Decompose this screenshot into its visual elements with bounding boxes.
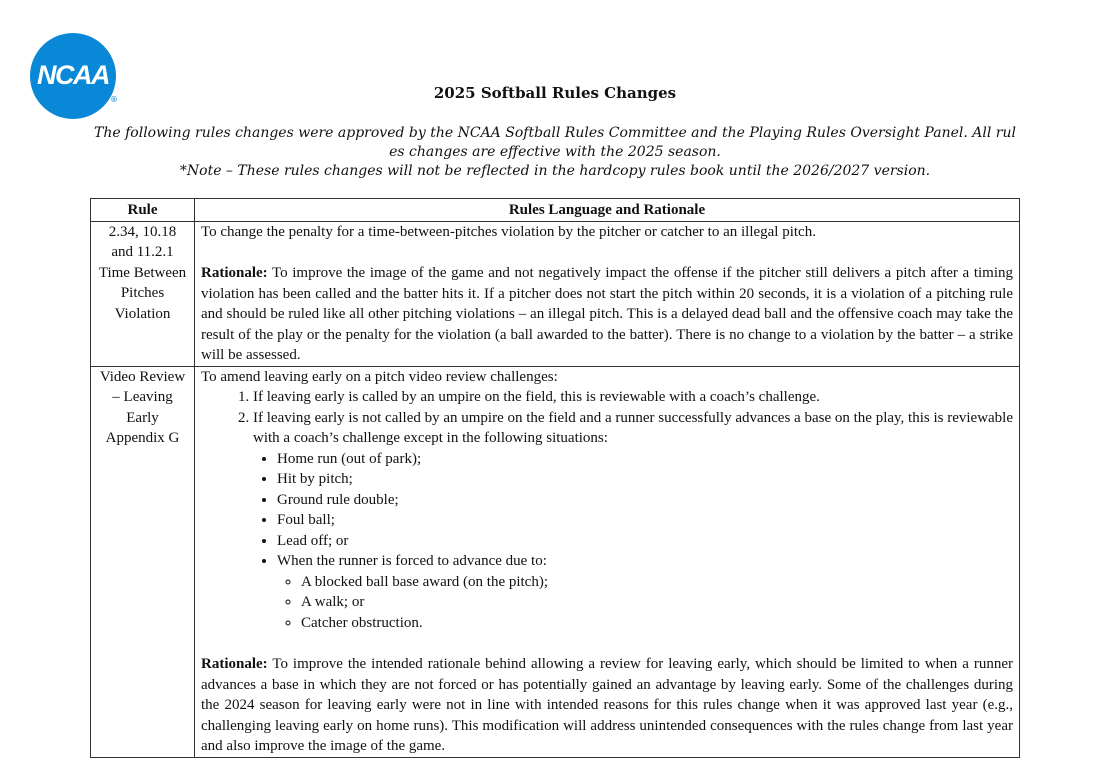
numbered-list	[201, 387, 1013, 633]
header-language: Rules Language and Rationale	[195, 199, 1020, 222]
rule-line: Violation	[114, 305, 171, 322]
rule-line: Video Review	[99, 368, 186, 385]
ncaa-logo-text: NCAA	[37, 60, 109, 90]
spacer	[201, 242, 1013, 263]
rule-cell-video-review	[91, 366, 195, 757]
sub-bullet-item: ◦ A blocked ball base award (on the pitch);	[301, 572, 1013, 593]
list-item-text: If leaving early is not called by an umpire on the field and a runner successfully advances a base on the play, this is reviewable with a coach’s challenge except in the following situations:	[253, 409, 1014, 446]
bullet-item: • Hit by pitch;	[277, 469, 1013, 490]
rule-line: Early	[126, 409, 159, 426]
list-item: 1. If leaving early is called by an umpire on the field, this is reviewable with a coach’s challenge.	[253, 387, 1013, 408]
bullet-item	[277, 551, 1013, 633]
bullet-item: • Home run (out of park);	[277, 449, 1013, 470]
document-title: 2025 Softball Rules Changes	[433, 84, 677, 102]
language-cell-time-between-pitches	[195, 221, 1020, 366]
rule-line: 2.34, 10.18	[108, 223, 177, 240]
intro-line-approval: The following rules changes were approved by the NCAA Softball Rules Committee and the Playing Rules Oversight Panel. All rul es changes are effective with the 2025 season.	[94, 125, 1016, 160]
rule-line: Appendix G	[105, 430, 180, 446]
header-rule: Rule	[91, 199, 195, 222]
spacer	[201, 633, 1013, 654]
sub-bullet-item: ◦ A walk; or	[301, 592, 1013, 613]
bullet-list	[253, 449, 1013, 634]
rule-line: – Leaving	[112, 389, 173, 405]
bullet-item: • Foul ball;	[277, 510, 1013, 531]
list-item	[253, 408, 1013, 634]
amend-intro-text: To amend leaving early on a pitch video review challenges:	[201, 368, 558, 385]
bullet-item: • Ground rule double;	[277, 490, 1013, 511]
ncaa-logo	[30, 33, 116, 119]
rule-cell-time-between-pitches	[91, 221, 195, 366]
rationale-text: To improve the image of the game and not negatively impact the offense if the pitcher still delivers a pitch after a timing violation has been called and the batter hits it. If a pitcher does not start the pitch within 20 seconds, it is a violation of a pitching rule and should be ruled like all other pitching violations – an illegal pitch. This is a delayed dead ball and the offensive coach may take the result of the play or the penalty for the violation (a ball awarded to the batter). There is no change to a violation by the batter – a strike will be assessed.	[201, 265, 1013, 363]
rationale-paragraph	[201, 263, 1013, 366]
table-row	[91, 221, 1020, 366]
rationale-paragraph	[201, 654, 1013, 757]
rule-line: Time Between	[98, 264, 187, 281]
table-header-row	[91, 199, 1020, 222]
language-cell-video-review	[195, 366, 1020, 757]
table-row	[91, 366, 1020, 757]
rationale-label: Rationale:	[201, 656, 268, 672]
rationale-text: To improve the intended rationale behind allowing a review for leaving early, which should be limited to when a runner advances a base in which they are not forced or has potentially gained an advantage by leaving early. Some of the challenges during the 2024 season for leaving early were not in line with intended reasons for this rules change when it was approved last year (e.g., challenging leaving early on home runs). This modification will address unintended consequences with the rules change from last year and also improve the image of the game.	[201, 656, 1013, 754]
rule-line: and 11.2.1	[111, 244, 174, 260]
rationale-label: Rationale:	[201, 265, 268, 281]
intro-note	[90, 124, 1020, 181]
sub-bullet-item: ◦ Catcher obstruction.	[301, 613, 1013, 634]
bullet-item-text: When the runner is forced to advance due to:	[277, 553, 547, 569]
change-text: To change the penalty for a time-between-pitches violation by the pitcher or catcher to an illegal pitch.	[201, 223, 816, 240]
rule-line: Pitches	[120, 285, 165, 301]
intro-line-note: *Note – These rules changes will not be reflected in the hardcopy rules book until the 2026/2027 version.	[179, 163, 931, 179]
registered-mark: ®	[110, 95, 118, 104]
bullet-item: • Lead off; or	[277, 531, 1013, 552]
rules-table	[90, 198, 1020, 758]
sub-bullet-list	[277, 572, 1013, 634]
